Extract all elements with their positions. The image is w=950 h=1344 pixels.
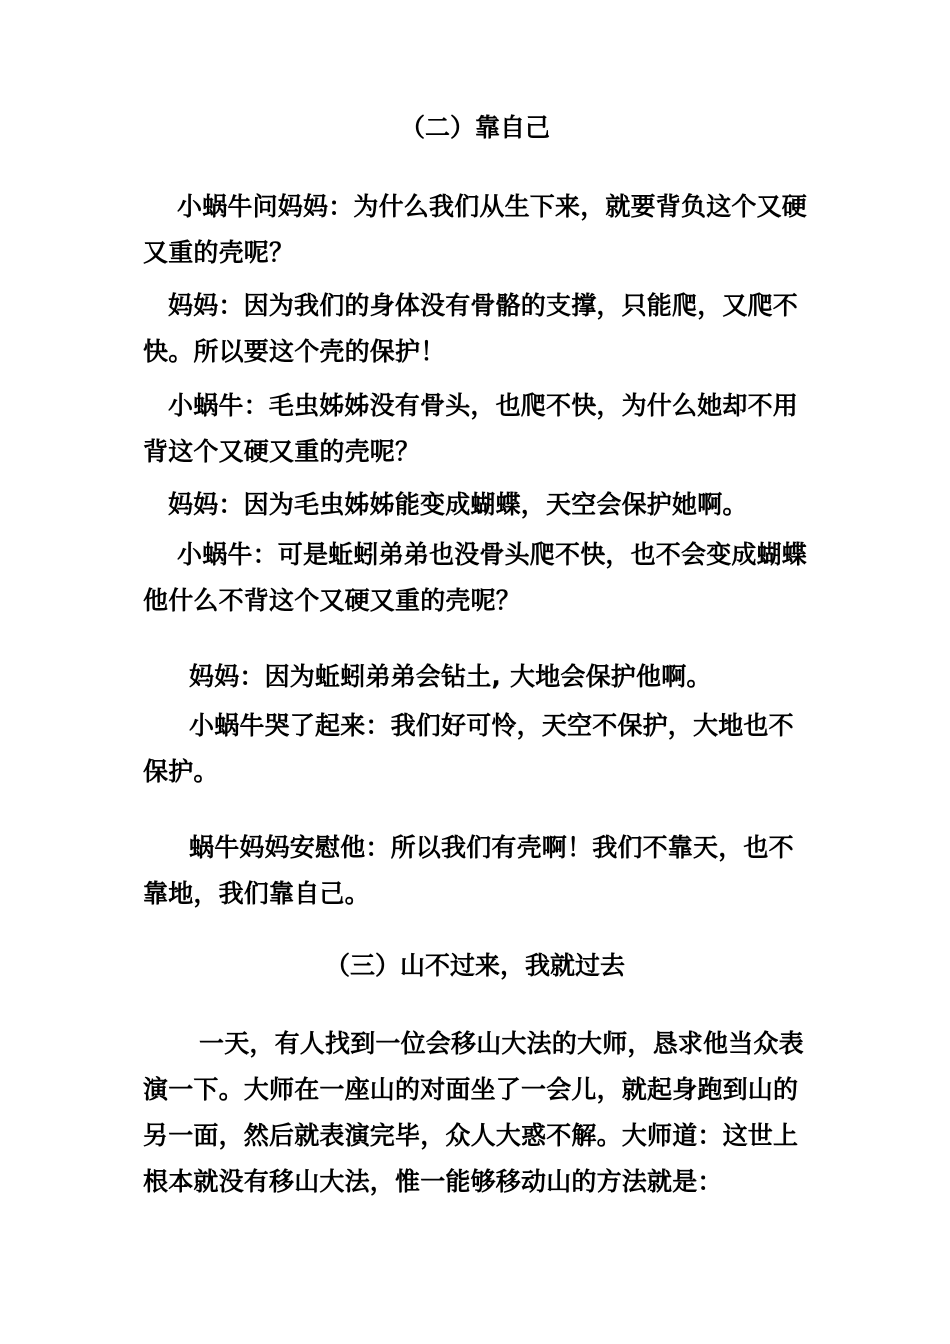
section-2-title: （二）靠自己: [399, 113, 550, 142]
paragraph-mom-answers-2: 妈妈：因为毛虫姊姊能变成蝴蝶，天空会保护她啊。: [168, 490, 748, 519]
paragraph-mom-answers-1: 妈妈：因为我们的身体没有骨骼的支撑，只能爬，又爬不快。所以要这个壳的保护！: [143, 291, 799, 366]
paragraph-snail-earthworm: 小蜗牛：可是蚯蚓弟弟也没骨头爬不快，也不会变成蝴蝶他什么不背这个又硬又重的壳呢？: [143, 540, 808, 615]
section-3-title: （三）山不过来，我就过去: [324, 951, 625, 980]
paragraph-mountain-master: 一天，有人找到一位会移山大法的大师，恳求他当众表演一下。大师在一座山的对面坐了一会儿，就起身跑到山的另一面，然后就表演完毕，众人大惑不解。大师道：这世上根本就没有移山大法，惟一能够移动山的方法就是：: [143, 1029, 804, 1196]
paragraph-snail-asks: 小蜗牛问妈妈：为什么我们从生下来，就要背负这个又硬又重的壳呢？: [143, 192, 808, 267]
paragraph-mom-comforts: 蜗牛妈妈安慰他：所以我们有壳啊！我们不靠天，也不靠地，我们靠自己。: [143, 833, 794, 908]
paragraph-mom-answers-3: 妈妈：因为蚯蚓弟弟会钻土, 大地会保护他啊。: [189, 662, 712, 691]
paragraph-snail-cries: 小蜗牛哭了起来：我们好可怜，天空不保护，大地也不保护。: [143, 711, 794, 786]
paragraph-snail-caterpillar: 小蜗牛：毛虫姊姊没有骨头，也爬不快，为什么她却不用背这个又硬又重的壳呢？: [143, 391, 799, 466]
